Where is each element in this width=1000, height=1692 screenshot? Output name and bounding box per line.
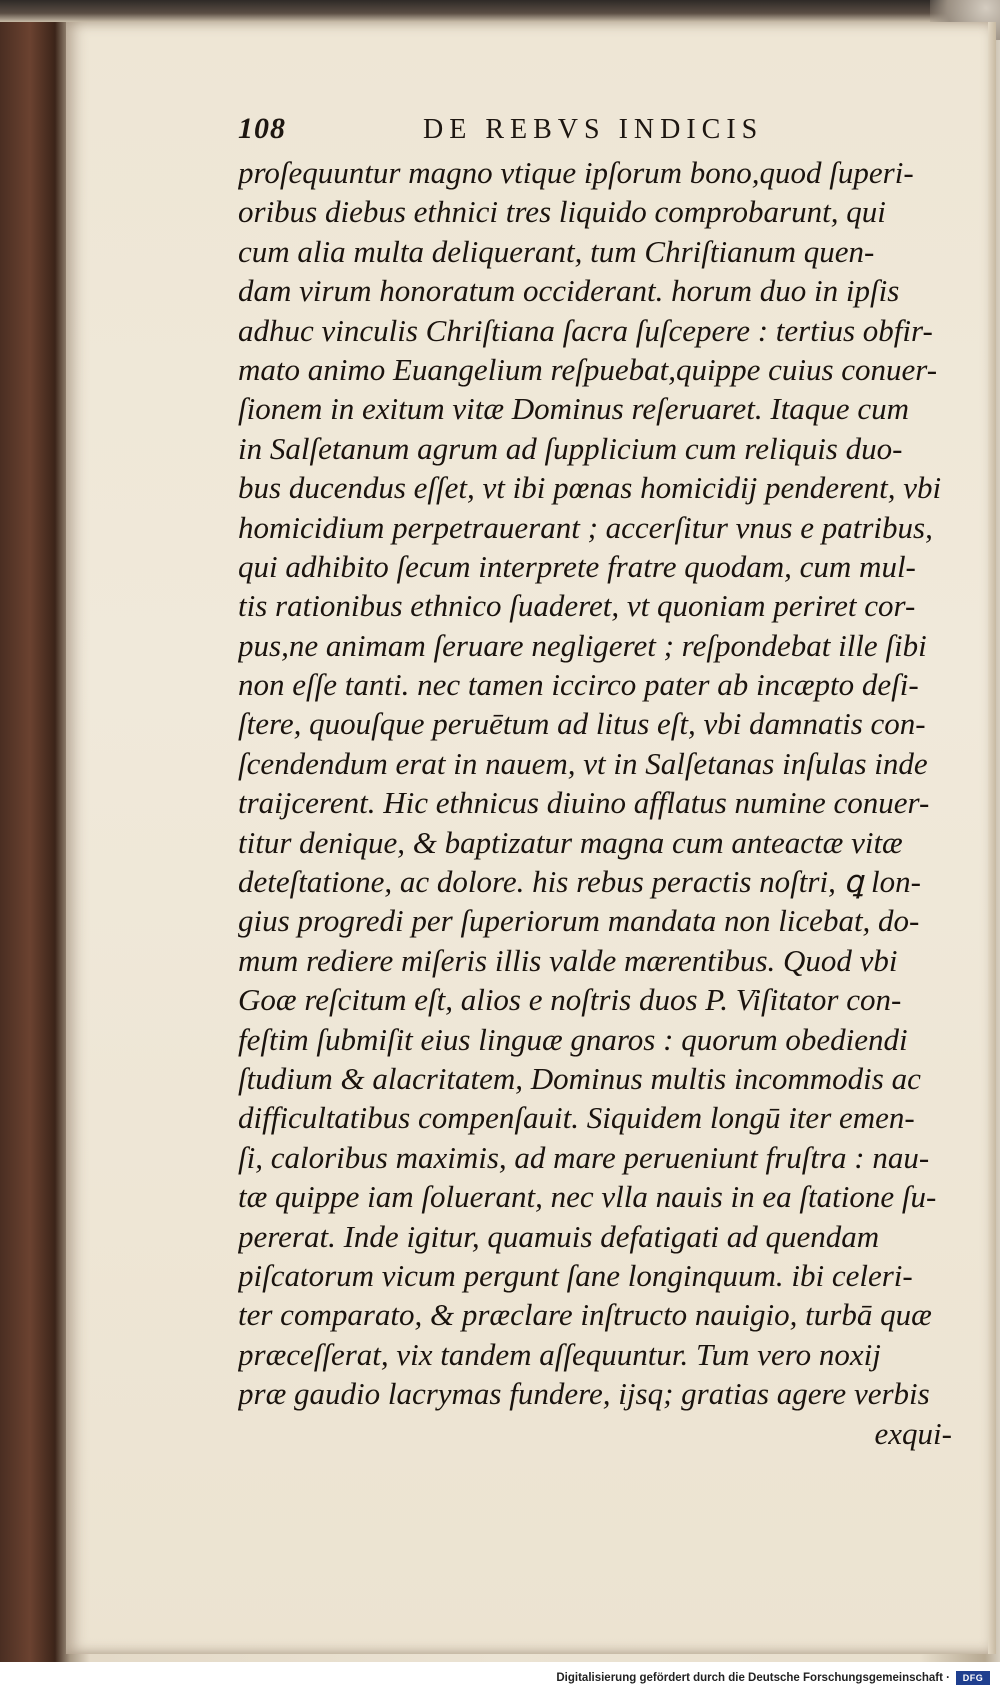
text-line: ſtere, quouſque peruētum ad litus eſt, vbi damnatis con-	[238, 706, 926, 742]
text-line: in Salſetanum agrum ad ſupplicium cum reliquis duo-	[238, 430, 903, 466]
text-line: difficultatibus compenſauit. Siquidem longū iter emen-	[238, 1100, 915, 1136]
text-line: ſtudium & alacritatem, Dominus multis incommodis ac	[238, 1060, 921, 1096]
page-header	[238, 112, 858, 152]
text-line: præ gaudio lacrymas fundere, ijsq; gratias agere verbis	[238, 1376, 930, 1412]
text-line: bus ducendus eſſet, vt ibi pœnas homicidij penderent, vbi	[238, 470, 942, 506]
text-line: adhuc vinculis Chriſtiana ſacra ſuſcepere : tertius obfir-	[238, 312, 933, 348]
text-line: titur denique, & baptizatur magna cum anteactæ vitæ	[238, 824, 903, 860]
text-line: piſcatorum vicum pergunt ſane longinquum. ibi celeri-	[238, 1257, 913, 1293]
text-line: gius progredi per ſuperiorum mandata non licebat, do-	[238, 903, 920, 939]
text-line: ſionem in exitum vitæ Dominus reſeruaret. Itaque cum	[238, 391, 909, 427]
footer-bar	[0, 1662, 1000, 1692]
text-line: pererat. Inde igitur, quamuis defatigati ad quendam	[238, 1218, 880, 1254]
text-line: non eſſe tanti. nec tamen iccirco pater ab incæpto deſi-	[238, 667, 919, 703]
text-line: mum rediere miſeris illis valde mærentibus. Quod vbi	[238, 942, 898, 978]
text-line: tæ quippe iam ſoluerant, nec vlla nauis in ea ſtatione ſu-	[238, 1179, 937, 1215]
text-line: pus,ne animam ſeruare negligeret ; reſpondebat ille ſibi	[238, 627, 927, 663]
funding-credit: Digitalisierung gefördert durch die Deutsche Forschungsgemeinschaft ·	[556, 1672, 950, 1684]
text-line: dam virum honoratum occiderant. horum duo in ipſis	[238, 273, 900, 309]
text-line: tis rationibus ethnico ſuaderet, vt quoniam periret cor-	[238, 588, 916, 624]
text-line: Goæ reſcitum eſt, alios e noſtris duos P. Viſitator con-	[238, 982, 902, 1018]
text-line: qui adhibito ſecum interprete fratre quodam, cum mul-	[238, 548, 916, 584]
body-text	[238, 153, 956, 1453]
text-line: oribus diebus ethnici tres liquido comprobarunt, qui	[238, 194, 886, 230]
page-edge	[988, 22, 996, 1654]
top-shadow-band	[0, 0, 1000, 22]
text-line: ſi, caloribus maximis, ad mare perueniunt fruſtra : nau-	[238, 1139, 930, 1175]
page-number: 108	[238, 112, 286, 145]
text-line: traijcerent. Hic ethnicus diuino afflatus numine conuer-	[238, 785, 930, 821]
text-line: mato animo Euangelium reſpuebat,quippe cuius conuer-	[238, 351, 938, 387]
text-line: ter comparato, & præclare inſtructo nauigio, turbā quæ	[238, 1297, 932, 1333]
text-line: cum alia multa deliquerant, tum Chriſtianum quen-	[238, 233, 875, 269]
text-line: deteſtatione, ac dolore. his rebus peractis noſtri, ꝗ lon-	[238, 864, 921, 900]
catchword: exqui-	[874, 1415, 952, 1451]
text-line: homicidium perpetrauerant ; accerſitur vnus e patribus,	[238, 509, 933, 545]
running-head: DE REBVS INDICIS	[423, 114, 764, 145]
text-line: feſtim ſubmiſit eius linguæ gnaros : quorum obediendi	[238, 1021, 908, 1057]
text-line: proſequuntur magno vtique ipſorum bono,quod ſuperi-	[238, 155, 914, 190]
text-line: ſcendendum erat in nauem, vt in Salſetanas inſulas inde	[238, 745, 928, 781]
dfg-logo: DFG	[956, 1671, 990, 1685]
text-line: præceſſerat, vix tandem aſſequuntur. Tum vero noxij	[238, 1336, 881, 1372]
